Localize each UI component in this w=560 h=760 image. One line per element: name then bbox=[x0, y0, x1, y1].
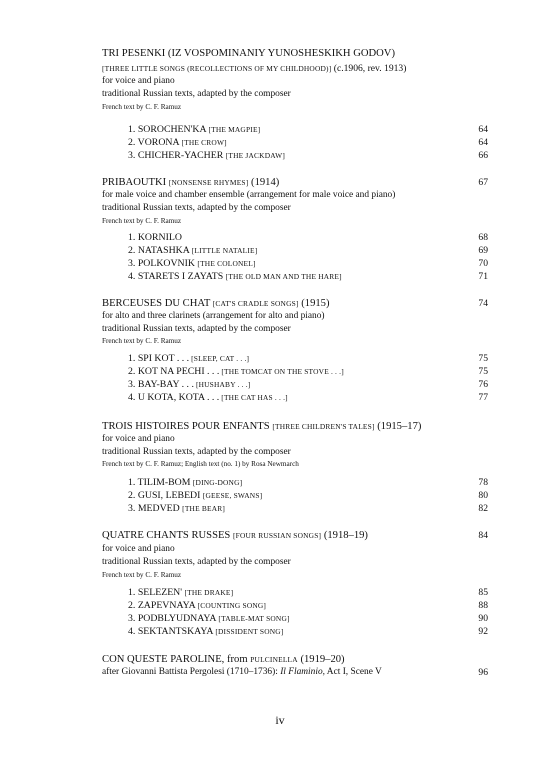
page-ref: 75 bbox=[478, 353, 488, 364]
list-item: 1. TILIM-BOM [DING-DONG] bbox=[128, 477, 243, 488]
list-item: 2. VORONA [THE CROW] bbox=[128, 137, 227, 148]
page-ref: 80 bbox=[478, 490, 488, 501]
entry-scoring: for voice and piano bbox=[102, 434, 175, 444]
subtitle-english: [THREE LITTLE SONGS (RECOLLECTIONS OF MY CHILDHOOD)] bbox=[102, 64, 332, 73]
list-item: 2. ZAPEVNAYA [COUNTING SONG] bbox=[128, 600, 267, 611]
page-ref: 85 bbox=[478, 587, 488, 598]
list-item: 1. SELEZEN' [THE DRAKE] bbox=[128, 587, 234, 598]
entry-title: TROIS HISTOIRES POUR ENFANTS [THREE CHILDREN'S TALES] (1915–17) bbox=[102, 421, 422, 432]
page-ref: 69 bbox=[478, 245, 488, 256]
list-item: 2. KOT NA PECHI . . . [THE TOMCAT ON THE STOVE . . .] bbox=[128, 366, 344, 377]
entry-text-source: traditional Russian texts, adapted by the composer bbox=[102, 324, 291, 334]
page-ref: 78 bbox=[478, 477, 488, 488]
entry-scoring: for alto and three clarinets (arrangement for alto and piano) bbox=[102, 311, 325, 321]
entry-title: CON QUESTE PAROLINE, from PULCINELLA (1919–20) bbox=[102, 654, 345, 665]
entry-translation-credit: French text by C. F. Ramuz; English text (no. 1) by Rosa Newmarch bbox=[102, 460, 299, 468]
list-item: 3. POLKOVNIK [THE COLONEL] bbox=[128, 258, 256, 269]
entry-text-source: traditional Russian texts, adapted by the composer bbox=[102, 447, 291, 457]
page-ref: 64 bbox=[478, 124, 488, 135]
entry-translation-credit: French text by C. F. Ramuz bbox=[102, 217, 182, 225]
entry-text-source: traditional Russian texts, adapted by the composer bbox=[102, 89, 291, 99]
page-ref: 84 bbox=[478, 530, 488, 541]
page-ref: 71 bbox=[478, 271, 488, 282]
list-item: 3. CHICHER-YACHER [THE JACKDAW] bbox=[128, 150, 286, 161]
entry-source-work: after Giovanni Battista Pergolesi (1710–1736): Il Flaminio, Act I, Scene V bbox=[102, 667, 382, 677]
page-ref: 90 bbox=[478, 613, 488, 624]
list-item: 3. BAY-BAY . . . [HUSHABY . . .] bbox=[128, 379, 251, 390]
entry-title: PRIBAOUTKI [NONSENSE RHYMES] (1914) bbox=[102, 177, 280, 188]
list-item: 3. PODBLYUDNAYA [TABLE-MAT SONG] bbox=[128, 613, 290, 624]
list-item: 1. SOROCHEN'KA [THE MAGPIE] bbox=[128, 124, 261, 135]
page-ref: 88 bbox=[478, 600, 488, 611]
entry-title bbox=[102, 48, 395, 59]
page-ref: 66 bbox=[478, 150, 488, 161]
entry-scoring: for voice and piano bbox=[102, 544, 175, 554]
entry-translation-credit: French text by C. F. Ramuz bbox=[102, 571, 182, 579]
entry-translation-credit: French text by C. F. Ramuz bbox=[102, 337, 182, 345]
page-ref: 77 bbox=[478, 392, 488, 403]
title-text: TRI PESENKI (IZ VOSPOMINANIY YUNOSHESKIKH GODOV) bbox=[102, 48, 395, 59]
entry-text-source: traditional Russian texts, adapted by the composer bbox=[102, 203, 291, 213]
page-ref: 70 bbox=[478, 258, 488, 269]
entry-scoring: for voice and piano bbox=[102, 76, 175, 86]
list-item: 4. STARETS I ZAYATS [THE OLD MAN AND THE HARE] bbox=[128, 271, 342, 282]
entry-subtitle bbox=[102, 63, 406, 74]
page-ref: 76 bbox=[478, 379, 488, 390]
entry-translation-credit: French text by C. F. Ramuz bbox=[102, 103, 182, 111]
subtitle-date: (c.1906, rev. 1913) bbox=[331, 63, 407, 74]
list-item: 1. KORNILO bbox=[128, 232, 182, 243]
page-ref: 67 bbox=[478, 177, 488, 188]
page-ref: 82 bbox=[478, 503, 488, 514]
list-item: 4. SEKTANTSKAYA [DISSIDENT SONG] bbox=[128, 626, 284, 637]
entry-scoring: for male voice and chamber ensemble (arrangement for male voice and piano) bbox=[102, 190, 396, 200]
list-item: 4. U KOTA, KOTA . . . [THE CAT HAS . . .] bbox=[128, 392, 288, 403]
entry-title: BERCEUSES DU CHAT [CAT'S CRADLE SONGS] (1915) bbox=[102, 298, 330, 309]
page-ref: 74 bbox=[478, 298, 488, 309]
list-item: 2. GUSI, LEBEDI [GEESE, SWANS] bbox=[128, 490, 263, 501]
list-item: 3. MEDVED [THE BEAR] bbox=[128, 503, 226, 514]
entry-text-source: traditional Russian texts, adapted by the composer bbox=[102, 557, 291, 567]
page-ref: 96 bbox=[478, 667, 488, 678]
page-ref: 64 bbox=[478, 137, 488, 148]
page-ref: 68 bbox=[478, 232, 488, 243]
entry-title: QUATRE CHANTS RUSSES [FOUR RUSSIAN SONGS] (1918–19) bbox=[102, 530, 368, 541]
page-number: iv bbox=[275, 713, 285, 727]
list-item: 2. NATASHKA [LITTLE NATALIE] bbox=[128, 245, 258, 256]
page-ref: 92 bbox=[478, 626, 488, 637]
list-item: 1. SPI KOT . . . [SLEEP, CAT . . .] bbox=[128, 353, 250, 364]
page-ref: 75 bbox=[478, 366, 488, 377]
